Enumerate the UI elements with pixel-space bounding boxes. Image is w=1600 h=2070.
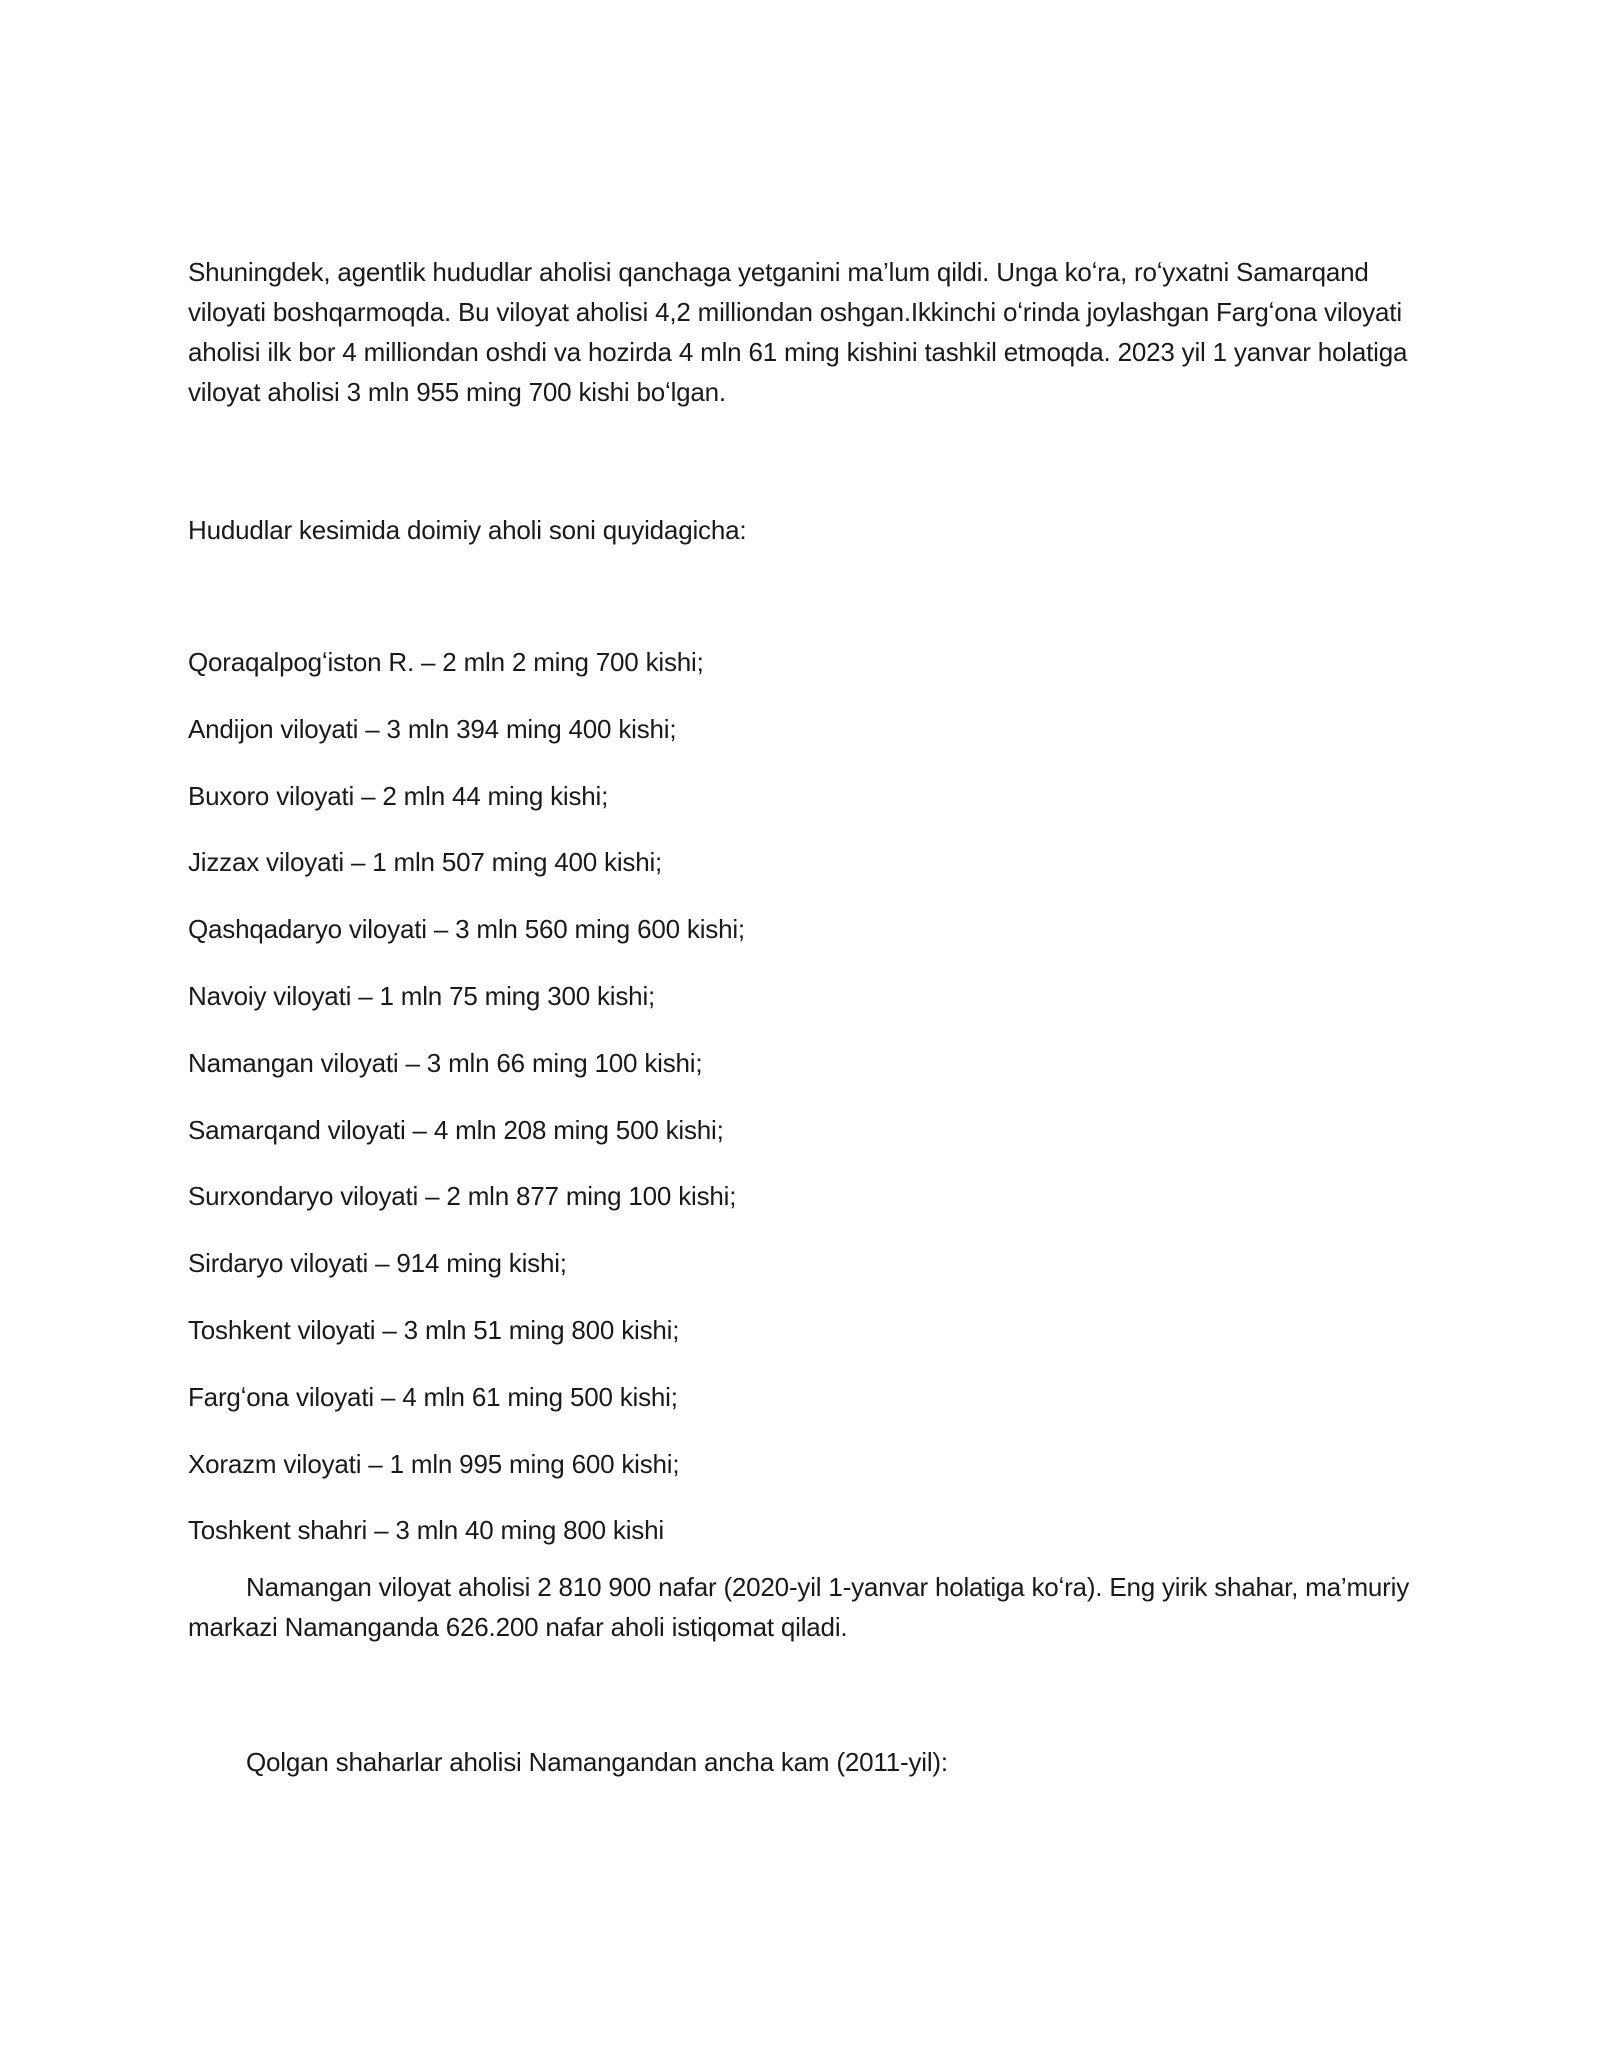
other-cities-paragraph: Qolgan shaharlar aholisi Namangandan ancha kam (2011-yil): [246,1747,948,1777]
list-item: Xorazm viloyati – 1 mln 995 ming 600 kishi; [188,1448,680,1479]
list-item: Qashqadaryo viloyati – 3 mln 560 ming 600 kishi; [188,914,745,945]
list-heading: Hududlar kesimida doimiy aholi soni quyidagicha: [188,515,747,545]
list-item: Jizzax viloyati – 1 mln 507 ming 400 kishi; [188,847,663,878]
document-body [188,252,1428,1777]
region-population-list [188,642,1428,1577]
list-item: Navoiy viloyati – 1 mln 75 ming 300 kishi; [188,980,656,1011]
list-item: Fargʻona viloyati – 4 mln 61 ming 500 kishi; [188,1381,678,1412]
intro-paragraph: Shuningdek, agentlik hududlar aholisi qanchaga yetganini ma’lum qildi. Unga koʻra, roʻyxatni Samarqand viloyati boshqarmoqda. Bu viloyat aholisi 4,2 milliondan oshgan.Ikkinchi oʻrinda joylashgan Fargʻona viloyati aholisi ilk bor 4 milliondan oshdi va hozirda 4 mln 61 ming kishini tashkil etmoqda. 2023 yil 1 yanvar holatiga viloyat aholisi 3 mln 955 ming 700 kishi boʻlgan. [188,257,1408,407]
list-item: Andijon viloyati – 3 mln 394 ming 400 kishi; [188,713,677,744]
list-item: Qoraqalpogʻiston R. – 2 mln 2 ming 700 kishi; [188,647,704,677]
list-item: Toshkent viloyati – 3 mln 51 ming 800 kishi; [188,1314,680,1345]
list-item: Surxondaryo viloyati – 2 mln 877 ming 100 kishi; [188,1181,737,1212]
list-item: Namangan viloyati – 3 mln 66 ming 100 kishi; [188,1047,703,1078]
list-item: Sirdaryo viloyati – 914 ming kishi; [188,1248,567,1279]
list-item: Samarqand viloyati – 4 mln 208 ming 500 kishi; [188,1114,724,1145]
namangan-paragraph: Namangan viloyat aholisi 2 810 900 nafar (2020-yil 1-yanvar holatiga koʻra). Eng yirik shahar, ma’muriy markazi Namanganda 626.200 nafar aholi istiqomat qiladi. [188,1572,1409,1642]
list-item: Buxoro viloyati – 2 mln 44 ming kishi; [188,780,609,811]
list-item: Toshkent shahri – 3 mln 40 ming 800 kishi [188,1515,664,1546]
